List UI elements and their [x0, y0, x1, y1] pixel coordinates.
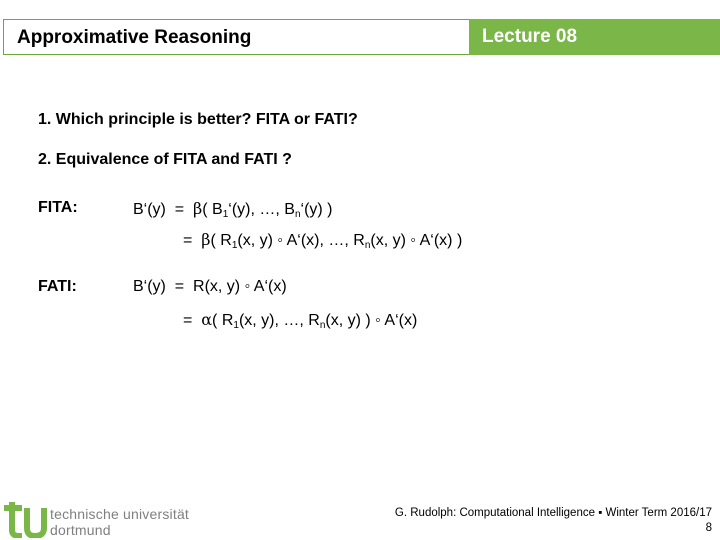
header-title-box	[3, 19, 469, 55]
fita-formula-line1: B‘(y) = β( $B_1‘(y)$, …, $B_n‘(y)$ )	[133, 199, 333, 220]
footer-credit: G. Rudolph: Computational Intelligence ▪ Winter Term 2016/17	[394, 507, 712, 519]
fati-formula-line2: = α( $R_1(x$, y), …, $R_n(x$, y) ) ◦ A‘(x)	[183, 310, 418, 331]
header-lecture-box	[469, 19, 720, 55]
logo-text-line2: dortmund	[50, 522, 111, 538]
fati-label: FATI:	[38, 278, 77, 295]
tu-logo-icon	[2, 500, 48, 538]
slide-title: Approximative Reasoning	[17, 27, 252, 48]
fati-formula-line1: B‘(y) = R(x, y) ◦ A‘(x)	[133, 278, 287, 295]
question-2: 2. Equivalence of FITA and FATI ?	[38, 151, 292, 168]
fita-label: FITA:	[38, 199, 78, 216]
question-1: 1. Which principle is better? FITA or FATI?	[38, 111, 358, 128]
fita-formula-line2: = β( $R_1(x$, y) ◦ A‘(x), …, $R_n(x$, y) ◦ A‘(x) )	[183, 230, 463, 251]
page-number: 8	[705, 522, 712, 534]
footer	[395, 506, 712, 536]
logo-text-line1: technische universität	[50, 506, 190, 522]
lecture-label: Lecture 08	[482, 26, 578, 47]
